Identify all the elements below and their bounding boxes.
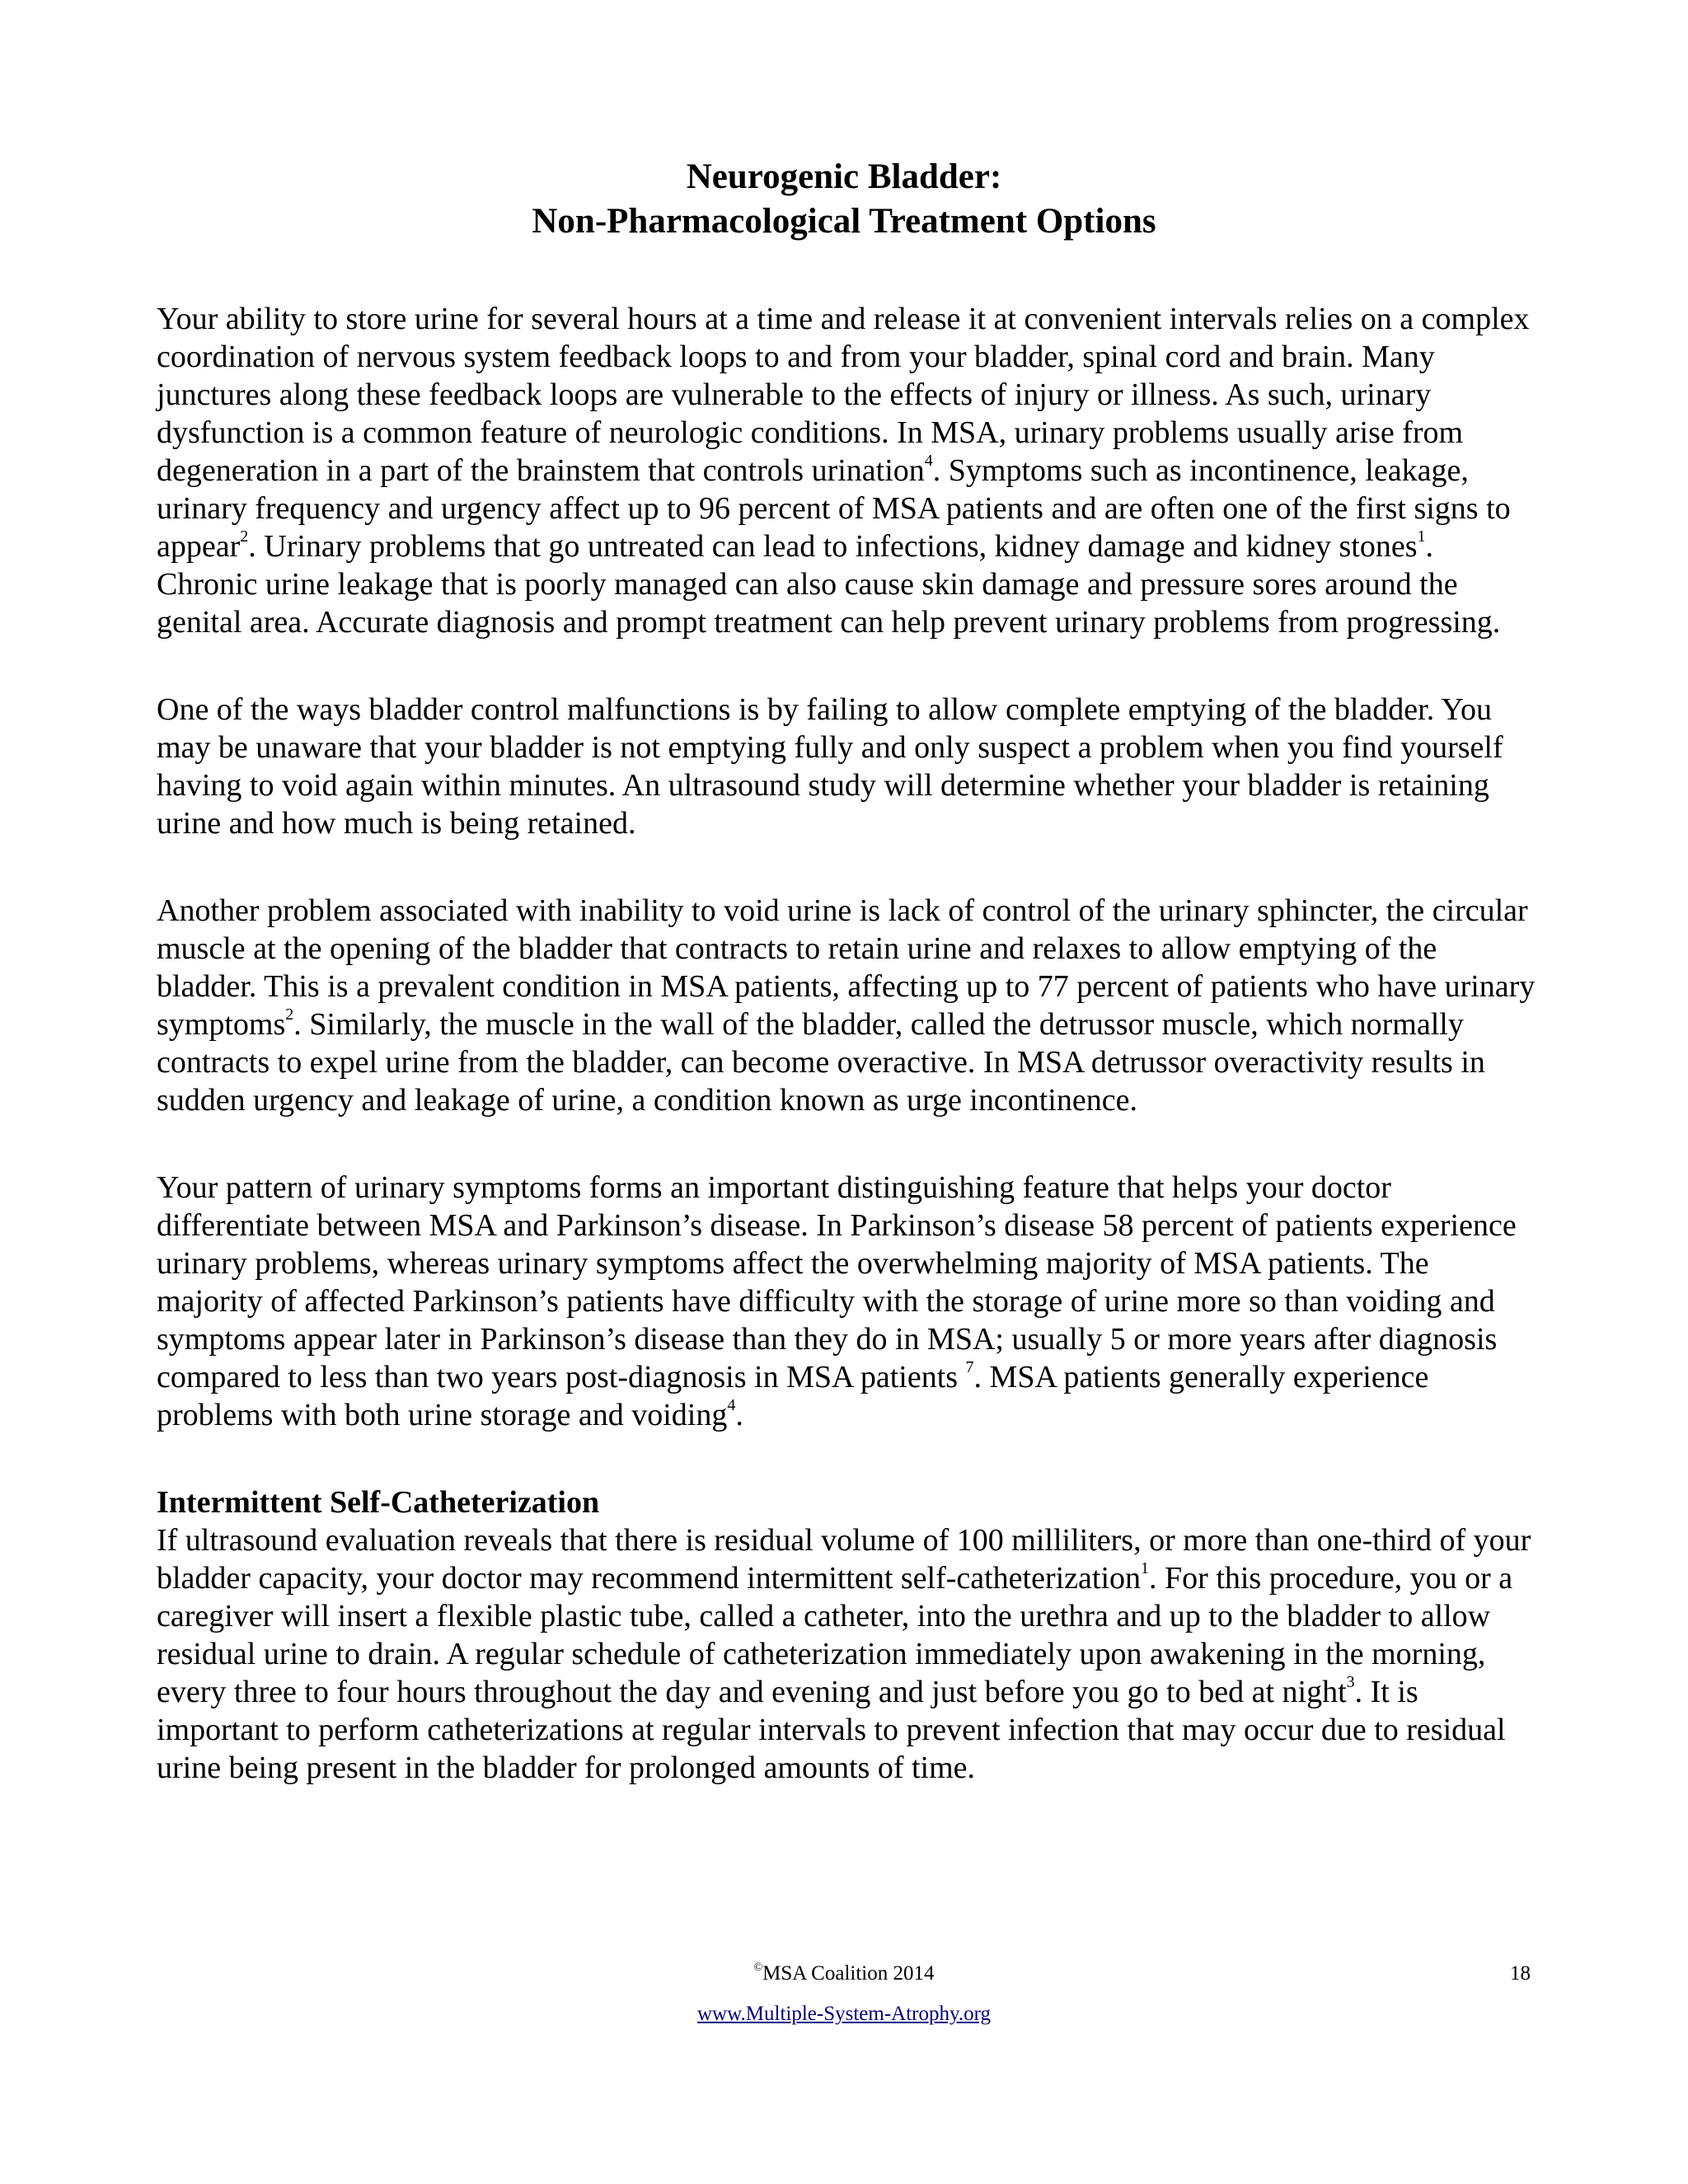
footnote-ref: 7 bbox=[965, 1358, 974, 1377]
text-run: If ultrasound evaluation reveals that there is residual volume of 100 milliliters, or more than one-third of your bladder capacity, your doctor may recommend intermittent self-catheterization bbox=[157, 1523, 1531, 1596]
title-line-1: Neurogenic Bladder: bbox=[686, 157, 1002, 196]
text-run: . MSA patients generally experience problems with both urine storage and voiding bbox=[157, 1360, 1429, 1432]
text-run: . It is important to perform catheterizations at regular intervals to prevent infection that may occur due to residual urine being present in the bladder for prolonged amounts of time. bbox=[157, 1675, 1506, 1785]
title-line-2: Non-Pharmacological Treatment Options bbox=[532, 202, 1156, 241]
text-run: . For this procedure, you or a caregiver will insert a flexible plastic tube, called a catheter, into the urethra and up to the bladder to allow residual urine to drain. A regular schedule of catheterization immediately upon awakening in the morning, every three to four hours throughout the day and evening and just before you go to bed at night bbox=[157, 1561, 1513, 1709]
text-run: . Urinary problems that go untreated can lead to infections, kidney damage and kidney stones bbox=[248, 529, 1418, 564]
website-link[interactable]: www.Multiple-System-Atrophy.org bbox=[697, 2003, 991, 2025]
paragraph-intro bbox=[157, 300, 1541, 641]
text-run: . Chronic urine leakage that is poorly managed can also cause skin damage and pressure sores around the genital area. Accurate diagnosis and prompt treatment can help prevent urinary problems from progressing. bbox=[157, 529, 1501, 640]
footnote-ref: 1 bbox=[1417, 527, 1426, 546]
paragraph-catheterization bbox=[157, 1483, 1541, 1787]
text-run: . Similarly, the muscle in the wall of the bladder, called the detrussor muscle, which normally contracts to expel urine from the bladder, can become overactive. In MSA detrussor overactivity results in sudden urgency and leakage of urine, a condition known as urge incontinence. bbox=[157, 1007, 1485, 1118]
text-run: One of the ways bladder control malfunctions is by failing to allow complete emptying of the bladder. You may be unaware that your bladder is not emptying fully and only suspect a problem when you find yourself having to void again within minutes. An ultrasound study will determine whether your bladder is retaining urine and how much is being retained. bbox=[157, 692, 1503, 841]
copyright-symbol: © bbox=[753, 1961, 763, 1974]
text-run: Your pattern of urinary symptoms forms an important distinguishing feature that helps your doctor differentiate between MSA and Parkinson’s disease. In Parkinson’s disease 58 percent of patients experience urinary problems, whereas urinary symptoms affect the overwhelming majority of MSA patients. The majority of affected Parkinson’s patients have difficulty with the storage of urine more so than voiding and symptoms appear later in Parkinson’s disease than they do in MSA; usually 5 or more years after diagnosis compared to less than two years post-diagnosis in MSA patients bbox=[157, 1170, 1517, 1394]
paragraph-emptying bbox=[157, 691, 1541, 842]
page-number: 18 bbox=[1510, 1962, 1531, 1985]
footnote-ref: 2 bbox=[240, 527, 249, 546]
section-heading: Intermittent Self-Catheterization bbox=[157, 1485, 600, 1520]
paragraph-sphincter bbox=[157, 892, 1541, 1119]
text-run: . bbox=[735, 1398, 743, 1432]
text-run: Your ability to store urine for several hours at a time and release it at convenient intervals relies on a complex coordination of nervous system feedback loops to and from your bladder, spinal cord and brain. Many junctures along these feedback loops are vulnerable to the effects of injury or illness. As such, urinary dysfunction is a common feature of neurologic conditions. In MSA, urinary problems usually arise from degeneration in a part of the brainstem that controls urination bbox=[157, 302, 1530, 488]
footnote-ref: 4 bbox=[727, 1396, 736, 1415]
page-footer bbox=[0, 1960, 1688, 1988]
copyright-text: MSA Coalition 2014 bbox=[762, 1962, 935, 1985]
text-run: . Symptoms such as incontinence, leakage, urinary frequency and urgency affect up to 96 percent of MSA patients and are often one of the first signs to appear bbox=[157, 453, 1511, 564]
footnote-ref: 3 bbox=[1346, 1673, 1355, 1692]
footnote-ref: 4 bbox=[924, 452, 933, 471]
text-run: Another problem associated with inability to void urine is lack of control of the urinary sphincter, the circular muscle at the opening of the bladder that contracts to retain urine and relaxes to allow emptying of the bladder. This is a prevalent condition in MSA patients, affecting up to 77 percent of patients who have urinary symptoms bbox=[157, 893, 1536, 1042]
body-text bbox=[157, 300, 1541, 1787]
copyright-notice bbox=[0, 1960, 1688, 1988]
page-title bbox=[0, 155, 1688, 244]
footnote-ref: 1 bbox=[1141, 1559, 1150, 1578]
footnote-ref: 2 bbox=[285, 1005, 294, 1024]
paragraph-parkinsons bbox=[157, 1169, 1541, 1434]
footer-link-container bbox=[0, 2000, 1688, 2028]
